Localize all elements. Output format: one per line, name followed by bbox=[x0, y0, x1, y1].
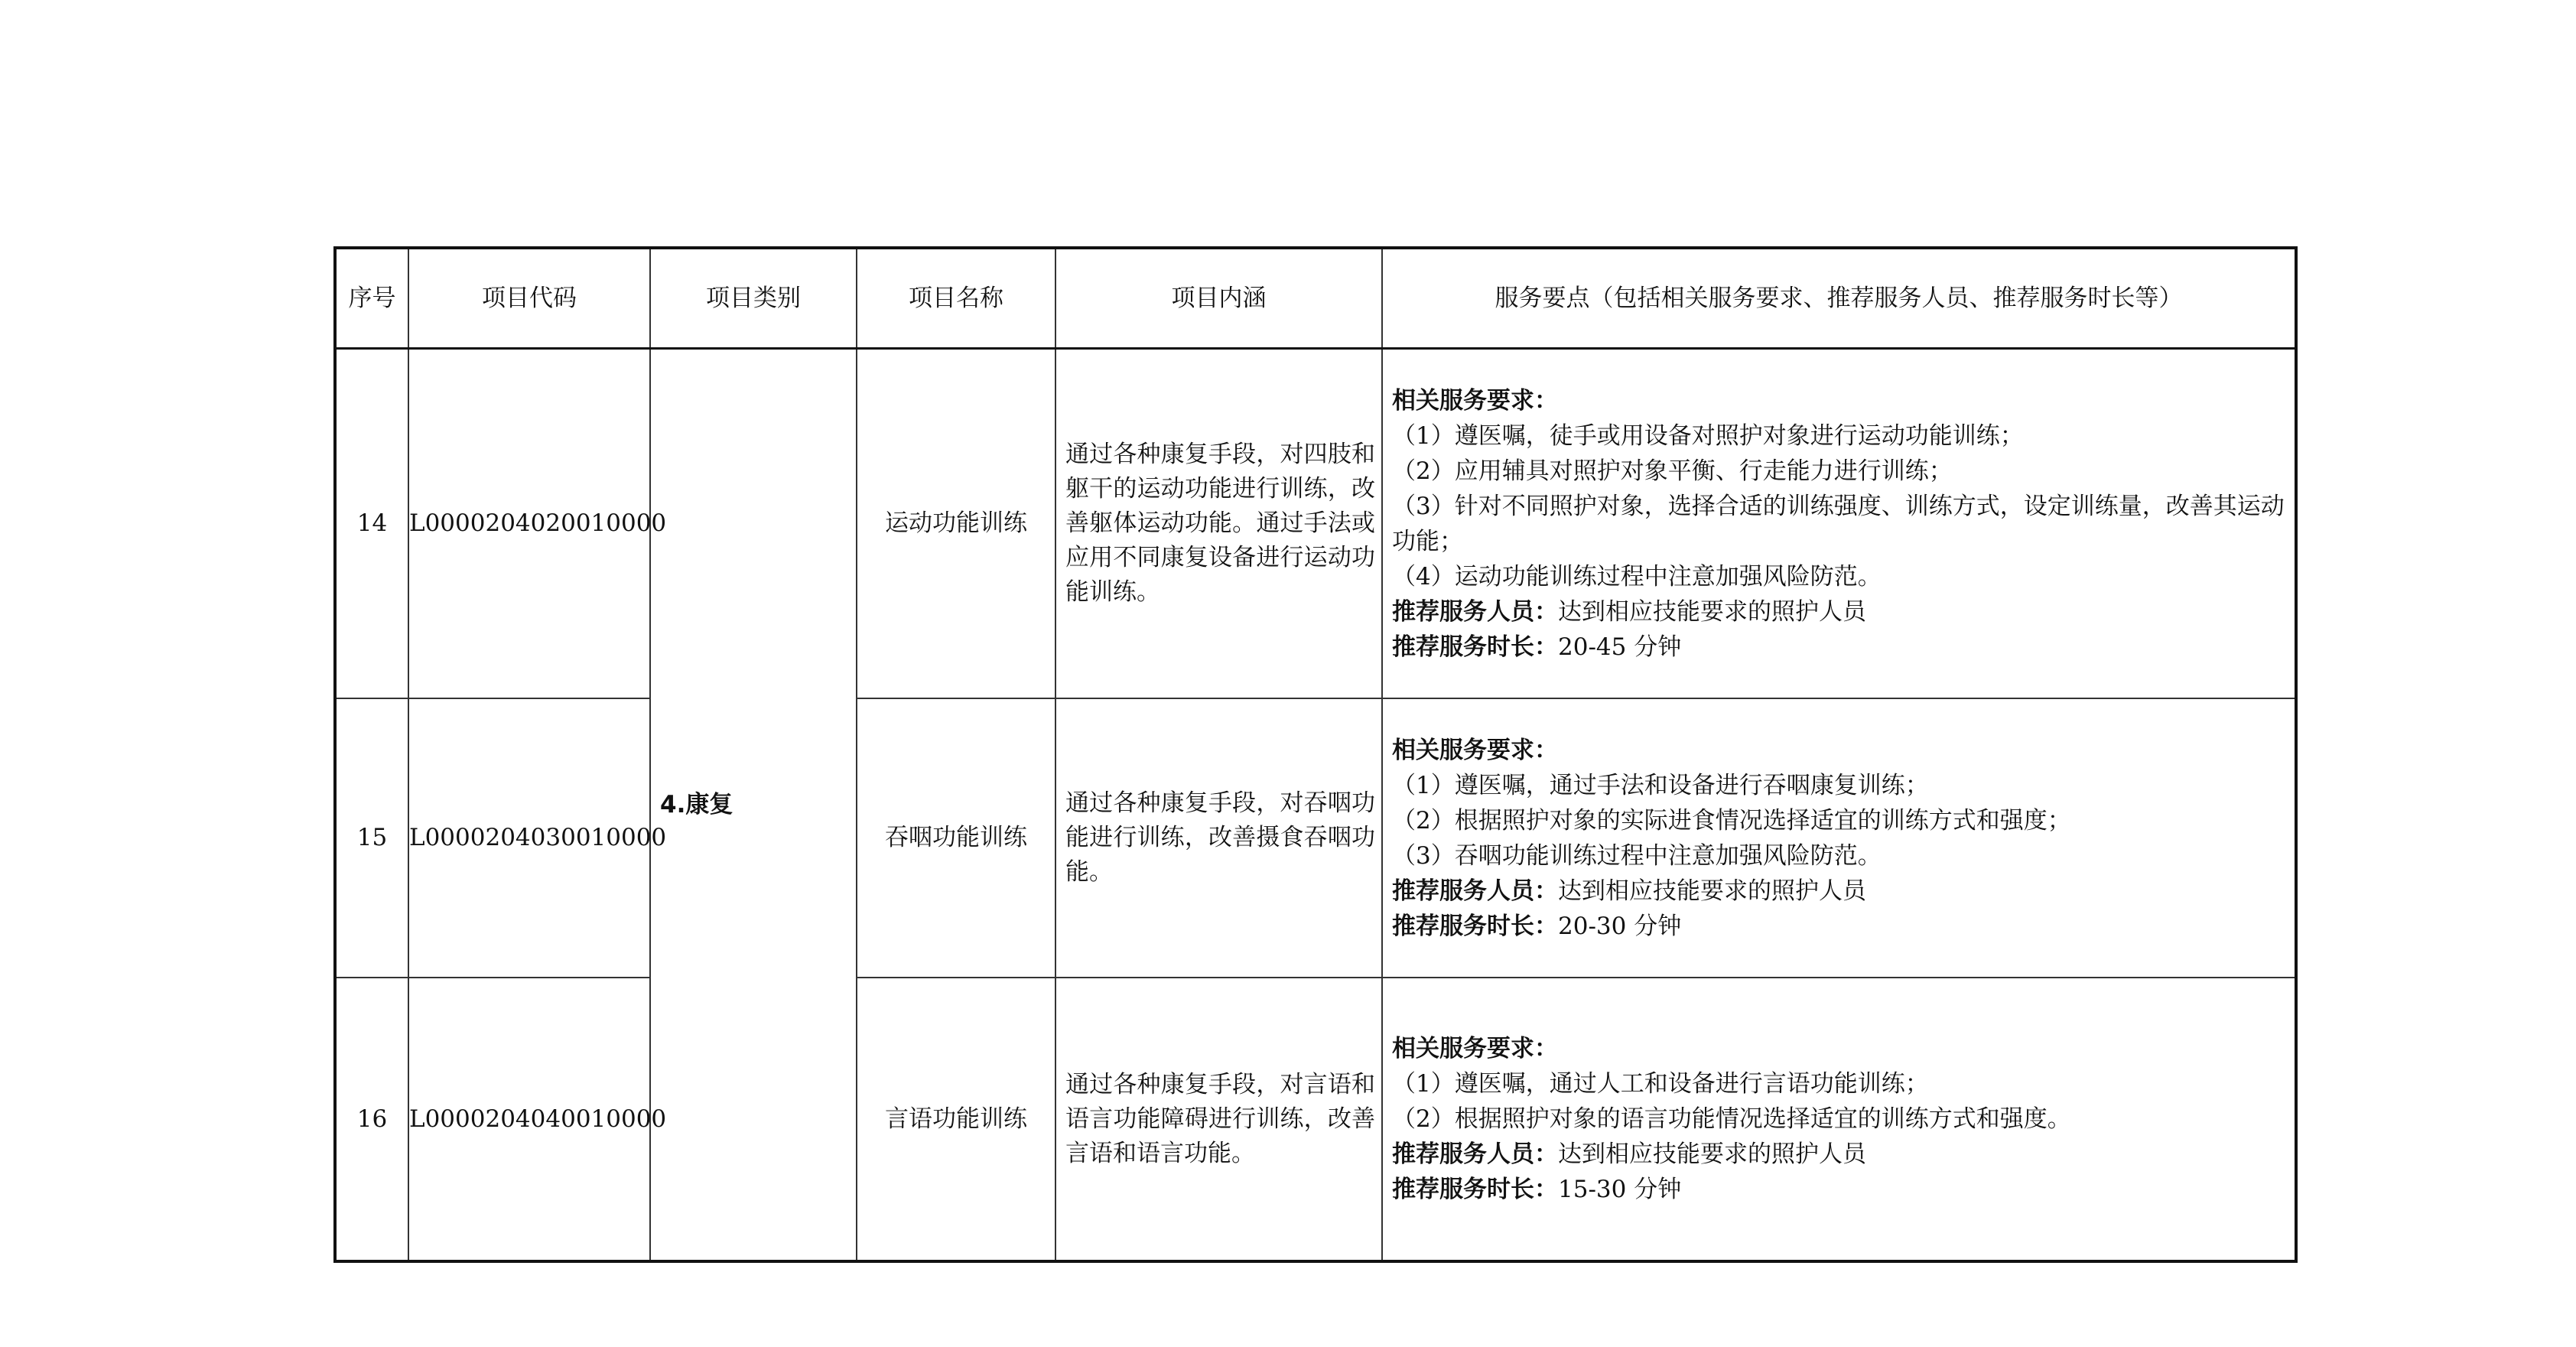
requirements-label: 相关服务要求： bbox=[1392, 1035, 1558, 1062]
header-name: 项目名称 bbox=[857, 248, 1055, 349]
duration-label: 推荐服务时长： bbox=[1392, 912, 1558, 940]
header-code: 项目代码 bbox=[408, 248, 650, 349]
row-name: 吞咽功能训练 bbox=[857, 698, 1055, 978]
duration-value: 20-30 分钟 bbox=[1558, 912, 1682, 940]
requirement-item: （3）针对不同照护对象，选择合适的训练强度、训练方式，设定训练量，改善其运动功能； bbox=[1392, 492, 2285, 555]
row-service-points bbox=[1382, 978, 2296, 1261]
duration-label: 推荐服务时长： bbox=[1392, 1176, 1558, 1203]
requirement-item: （1）遵医嘱，通过人工和设备进行言语功能训练； bbox=[1392, 1070, 1929, 1098]
table-row bbox=[335, 349, 2296, 699]
requirement-item: （4）运动功能训练过程中注意加强风险防范。 bbox=[1392, 562, 1882, 591]
table-row bbox=[335, 978, 2296, 1261]
requirements-label: 相关服务要求： bbox=[1392, 386, 1558, 415]
staff-line bbox=[1392, 594, 2287, 630]
staff-value: 达到相应技能要求的照护人员 bbox=[1558, 597, 1866, 626]
row-description: 通过各种康复手段，对言语和语言功能障碍进行训练，改善言语和语言功能。 bbox=[1055, 978, 1382, 1261]
duration-label: 推荐服务时长： bbox=[1392, 633, 1558, 661]
staff-label: 推荐服务人员： bbox=[1392, 597, 1558, 626]
row-category: 4.康复 bbox=[650, 349, 857, 1262]
header-service-points: 服务要点（包括相关服务要求、推荐服务人员、推荐服务时长等） bbox=[1382, 248, 2296, 349]
duration-line bbox=[1392, 1172, 2287, 1207]
row-index: 15 bbox=[335, 698, 408, 978]
duration-value: 15-30 分钟 bbox=[1558, 1176, 1682, 1203]
requirement-item: （2）根据照护对象的实际进食情况选择适宜的训练方式和强度； bbox=[1392, 806, 2071, 835]
duration-line bbox=[1392, 909, 2287, 944]
duration-value: 20-45 分钟 bbox=[1558, 633, 1682, 661]
staff-value: 达到相应技能要求的照护人员 bbox=[1558, 1140, 1866, 1168]
row-index: 16 bbox=[335, 978, 408, 1261]
row-description: 通过各种康复手段，对四肢和躯干的运动功能进行训练，改善躯体运动功能。通过手法或应用不同康复设备进行运动功能训练。 bbox=[1055, 349, 1382, 699]
staff-line bbox=[1392, 1137, 2287, 1172]
requirements-label: 相关服务要求： bbox=[1392, 736, 1558, 764]
row-service-points bbox=[1382, 698, 2296, 978]
row-description: 通过各种康复手段，对吞咽功能进行训练，改善摄食吞咽功能。 bbox=[1055, 698, 1382, 978]
header-index: 序号 bbox=[335, 248, 408, 349]
staff-value: 达到相应技能要求的照护人员 bbox=[1558, 877, 1866, 905]
row-name: 言语功能训练 bbox=[857, 978, 1055, 1261]
service-items-table bbox=[333, 246, 2298, 1263]
duration-line bbox=[1392, 630, 2287, 665]
staff-label: 推荐服务人员： bbox=[1392, 877, 1558, 905]
requirement-item: （1）遵医嘱，通过手法和设备进行吞咽康复训练； bbox=[1392, 771, 1929, 799]
staff-label: 推荐服务人员： bbox=[1392, 1140, 1558, 1168]
header-category: 项目类别 bbox=[650, 248, 857, 349]
row-index: 14 bbox=[335, 349, 408, 699]
requirement-item: （2）根据照护对象的语言功能情况选择适宜的训练方式和强度。 bbox=[1392, 1105, 2071, 1133]
header-description: 项目内涵 bbox=[1055, 248, 1382, 349]
requirement-item: （3）吞咽功能训练过程中注意加强风险防范。 bbox=[1392, 841, 1882, 870]
requirement-item: （1）遵医嘱，徒手或用设备对照护对象进行运动功能训练； bbox=[1392, 421, 2024, 450]
row-service-points bbox=[1382, 349, 2296, 699]
staff-line bbox=[1392, 874, 2287, 909]
requirement-item: （2）应用辅具对照护对象平衡、行走能力进行训练； bbox=[1392, 457, 1953, 485]
table-header-row bbox=[335, 248, 2296, 349]
row-code: L0000204020010000 bbox=[408, 349, 650, 699]
row-code: L0000204040010000 bbox=[408, 978, 650, 1261]
row-code: L0000204030010000 bbox=[408, 698, 650, 978]
row-name: 运动功能训练 bbox=[857, 349, 1055, 699]
table-row bbox=[335, 698, 2296, 978]
